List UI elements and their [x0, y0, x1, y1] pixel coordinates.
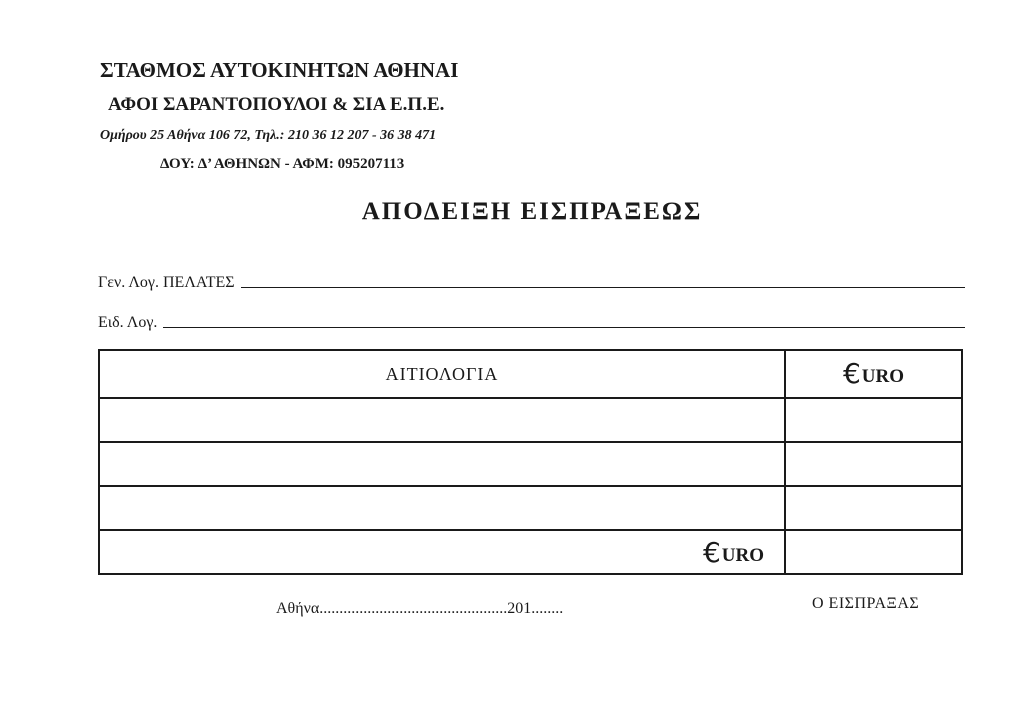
general-account-label: Γεν. Λογ. ΠΕΛΑΤΕΣ [98, 274, 235, 291]
general-account-field [98, 274, 965, 292]
date-line: Αθήνα...............................................201........ [276, 600, 564, 617]
amount-cell-1 [786, 399, 961, 441]
currency-text: URO [861, 366, 905, 387]
special-account-line [163, 327, 965, 328]
general-account-line [241, 287, 965, 288]
amount-cell-2 [786, 443, 961, 485]
company-tax-info: ΔΟΥ: Δ’ ΑΘΗΝΩΝ - ΑΦΜ: 095207113 [160, 156, 405, 172]
amount-cell-3 [786, 487, 961, 529]
euro-icon: € [702, 536, 721, 569]
description-cell-3 [100, 487, 784, 529]
description-cell-1 [100, 399, 784, 441]
company-legal-name: ΑΦΟΙ ΣΑΡΑΝΤΟΠΟΥΛΟΙ & ΣΙΑ Ε.Π.Ε. [108, 94, 445, 115]
total-amount-cell [786, 531, 961, 575]
total-label [100, 531, 764, 575]
special-account-label: Ειδ. Λογ. [98, 314, 158, 331]
description-header: ΑΙΤΙΟΛΟΓΙΑ [385, 364, 499, 384]
receipt-table [98, 349, 963, 575]
special-account-field [98, 314, 965, 332]
amount-header [786, 351, 961, 397]
collector-label: Ο ΕΙΣΠΡΑΞΑΣ [812, 595, 920, 612]
company-name: ΣΤΑΘΜΟΣ ΑΥΤΟΚΙΝΗΤΩΝ ΑΘΗΝΑΙ [100, 58, 459, 82]
company-address: Ομήρου 25 Αθήνα 106 72, Τηλ.: 210 36 12 207 - 36 38 471 [100, 128, 437, 143]
currency-text: URO [721, 545, 764, 566]
euro-icon: € [842, 357, 861, 390]
document-title: ΑΠΟΔΕΙΞΗ ΕΙΣΠΡΑΞΕΩΣ [361, 198, 703, 225]
description-cell-2 [100, 443, 784, 485]
